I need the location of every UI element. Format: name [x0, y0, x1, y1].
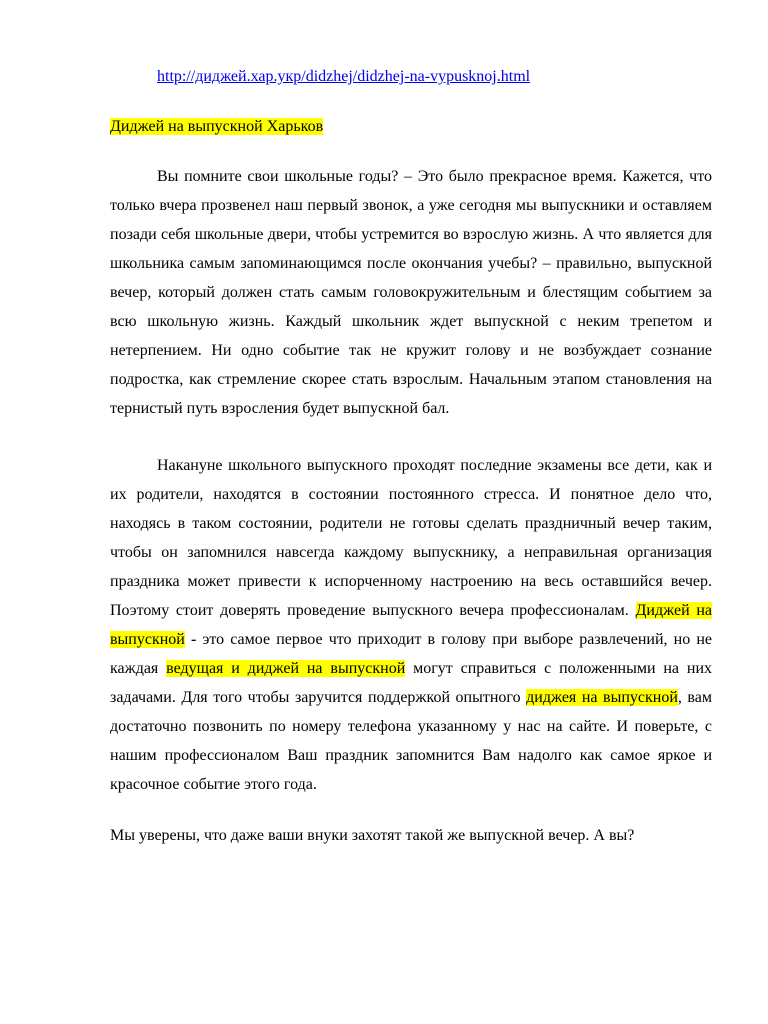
heading-highlight: Диджей на выпускной Харьков — [110, 118, 324, 135]
source-url-link[interactable]: http://диджей.хар.укр/didzhej/didzhej-na-vypusknoj.html — [157, 68, 531, 85]
keyword-highlight-2: ведущая и диджей на выпускной — [166, 660, 406, 677]
document-heading — [110, 116, 712, 138]
keyword-highlight-3: диджея на выпускной — [526, 689, 678, 706]
paragraph-2-text-3: могут справиться с положенными на них задачами. Для того чтобы заручится поддержкой опытного — [110, 660, 713, 706]
paragraph-2-text-1: Накануне школьного выпускного проходят последние экзамены все дети, как и их родители, находятся в состоянии постоянного стресса. И понятное дело что, находясь в таком состоянии, родители не готовы сделать праздничный вечер таким, чтобы он запомнился навсегда каждому выпускнику, а неправильная организация праздника может привести к испорченному настроению на весь оставшийся вечер. Поэтому стоит доверять проведение выпускного вечера профессионалам. — [110, 457, 712, 619]
url-line — [157, 66, 712, 88]
paragraph-1: Вы помните свои школьные годы? – Это было прекрасное время. Кажется, что только вчера прозвенел наш первый звонок, а уже сегодня мы выпускники и оставляем позади себя школьные двери, чтобы устремится во взрослую жизнь. А что является для школьника самым запоминающимся после окончания учебы? – правильно, выпускной вечер, который должен стать самым головокружительным и блестящим событием за всю школьную жизнь. Каждый школьник ждет выпускной с неким трепетом и нетерпением. Ни одно событие так не кружит голову и не возбуждает сознание подростка, как стремление скорее стать взрослым. Начальным этапом становления на тернистый путь взросления будет выпускной бал. — [110, 168, 712, 417]
document-page — [110, 66, 712, 878]
paragraph-3: Мы уверены, что даже ваши внуки захотят такой же выпускной вечер. А вы? — [110, 827, 635, 844]
dash-separator: - — [184, 631, 203, 648]
keyword-highlight-1: Диджей на выпускной — [110, 602, 713, 648]
paragraph-2-text-4: , вам достаточно позвонить по номеру телефона указанному у нас на сайте. И поверьте, с нашим профессионалом Ваш праздник запомнится Вам надолго как самое яркое и красочное событие этого года. — [110, 689, 712, 793]
paragraph-2 — [110, 451, 712, 799]
paragraph-2-text-2: это самое первое что приходит в голову при выборе развлечений, но не каждая — [110, 631, 713, 677]
